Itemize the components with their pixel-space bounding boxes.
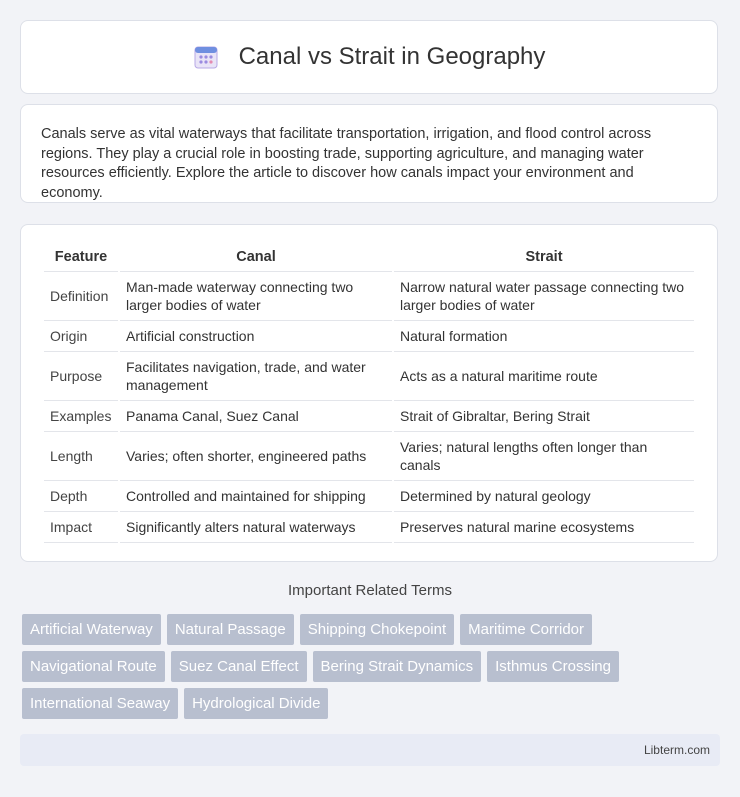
intro-card (20, 104, 718, 203)
cell-canal: Panama Canal, Suez Canal (120, 401, 392, 432)
cell-feature: Origin (44, 321, 118, 352)
related-term-tag[interactable]: Hydrological Divide (184, 688, 328, 719)
cell-feature: Impact (44, 512, 118, 543)
table-row (44, 512, 694, 543)
cell-strait: Varies; natural lengths often longer than canals (394, 432, 694, 481)
cell-strait: Natural formation (394, 321, 694, 352)
comparison-table (42, 243, 696, 543)
related-term-tag[interactable]: Shipping Chokepoint (300, 614, 454, 645)
comparison-table-card (20, 224, 718, 562)
cell-canal: Significantly alters natural waterways (120, 512, 392, 543)
cell-feature: Length (44, 432, 118, 481)
footer-site-link[interactable]: Libterm.com (643, 743, 710, 757)
cell-strait: Acts as a natural maritime route (394, 352, 694, 401)
related-term-tag[interactable]: Bering Strait Dynamics (313, 651, 482, 682)
cell-feature: Depth (44, 481, 118, 512)
cell-canal: Facilitates navigation, trade, and water management (120, 352, 392, 401)
cell-strait: Preserves natural marine ecosystems (394, 512, 694, 543)
header-card (20, 20, 718, 94)
related-term-tag[interactable]: Natural Passage (167, 614, 294, 645)
cell-canal: Controlled and maintained for shipping (120, 481, 392, 512)
table-row (44, 352, 694, 401)
cell-feature: Purpose (44, 352, 118, 401)
related-term-tag[interactable]: Suez Canal Effect (171, 651, 307, 682)
table-header-row (44, 243, 694, 272)
cell-strait: Determined by natural geology (394, 481, 694, 512)
cell-canal: Artificial construction (120, 321, 392, 352)
calendar-icon (193, 44, 219, 70)
related-terms-title: Important Related Terms (288, 582, 452, 599)
footer (20, 734, 720, 766)
cell-strait: Narrow natural water passage connecting two larger bodies of water (394, 272, 694, 321)
cell-feature: Definition (44, 272, 118, 321)
related-term-tag[interactable]: Navigational Route (22, 651, 165, 682)
table-row (44, 321, 694, 352)
column-header-canal: Canal (120, 243, 392, 272)
table-row (44, 401, 694, 432)
related-terms-list (22, 614, 722, 725)
related-term-tag[interactable]: Isthmus Crossing (487, 651, 619, 682)
table-row (44, 272, 694, 321)
related-term-tag[interactable]: Maritime Corridor (460, 614, 592, 645)
intro-text: Canals serve as vital waterways that facilitate transportation, irrigation, and flood control across regions. They play a crucial role in boosting trade, supporting agriculture, and managing water resources efficiently. Explore the article to discover how canals impact your environment and economy. (41, 126, 652, 201)
cell-feature: Examples (44, 401, 118, 432)
related-term-tag[interactable]: Artificial Waterway (22, 614, 161, 645)
column-header-feature: Feature (44, 243, 118, 272)
cell-canal: Varies; often shorter, engineered paths (120, 432, 392, 481)
cell-canal: Man-made waterway connecting two larger bodies of water (120, 272, 392, 321)
cell-strait: Strait of Gibraltar, Bering Strait (394, 401, 694, 432)
page-title: Canal vs Strait in Geography (238, 43, 546, 70)
related-term-tag[interactable]: International Seaway (22, 688, 178, 719)
table-row (44, 481, 694, 512)
table-row (44, 432, 694, 481)
column-header-strait: Strait (394, 243, 694, 272)
